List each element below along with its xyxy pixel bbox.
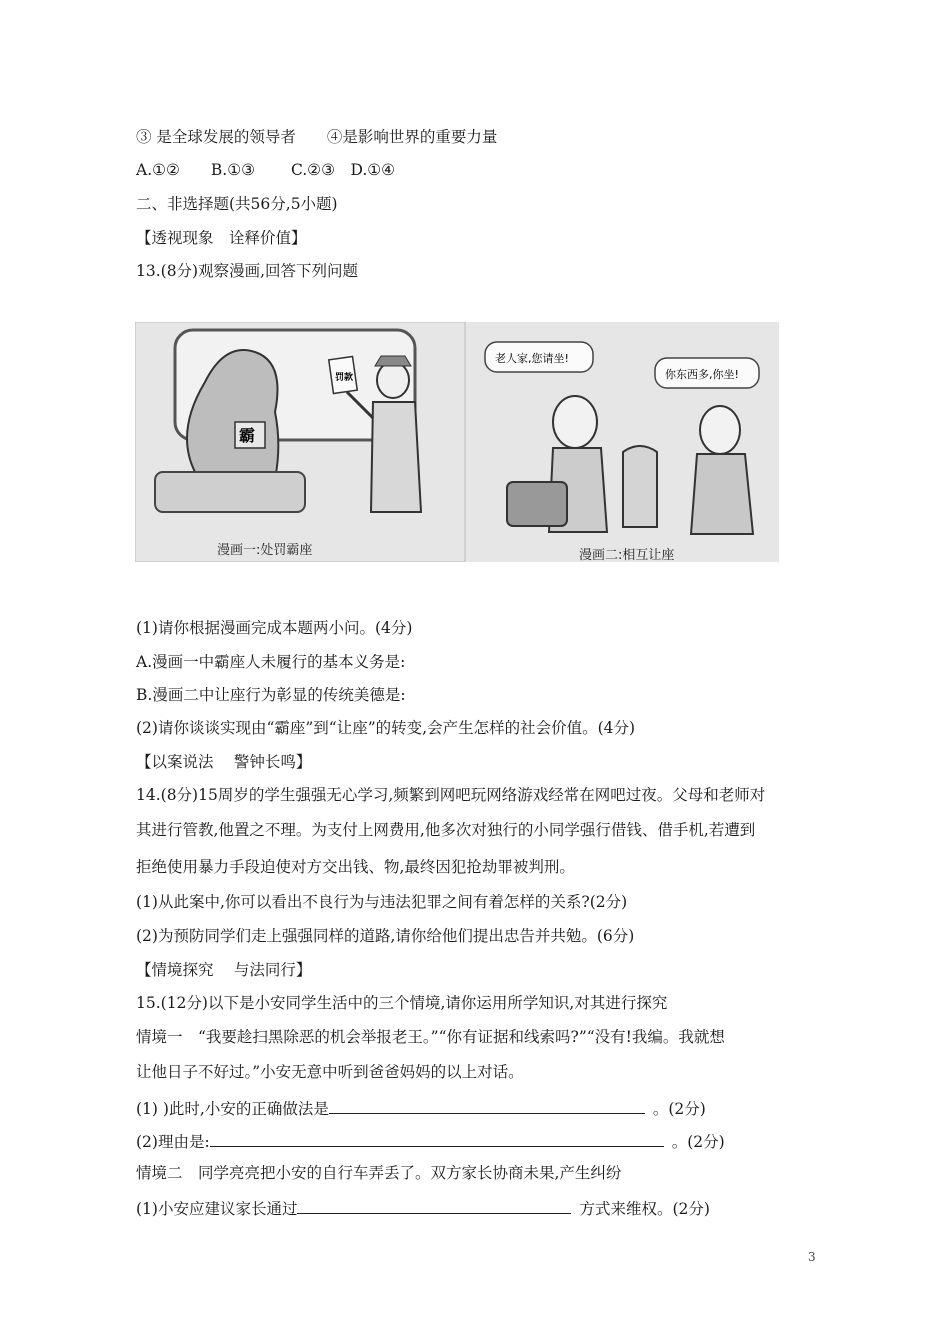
q13-part-a: A.漫画一中霸座人未履行的基本义务是: [136, 653, 406, 671]
q15-scene1-2: 让他日子不好过。”小安无意中听到爸爸妈妈的以上对话。 [136, 1063, 524, 1081]
option-line: ③ 是全球发展的领导者 ④是影响世界的重要力量 [136, 128, 498, 146]
fine-sign: 罚款 [335, 373, 354, 383]
cartoon-illustration [135, 322, 779, 562]
answer-blank-1[interactable] [329, 1097, 645, 1114]
q15-scene1-1: 情境一 “我要趁扫黑除恶的机会举报老王。”“你有证据和线索吗?”“没有!我编。我就想 [136, 1028, 725, 1046]
q13-part1: (1)请你根据漫画完成本题两小问。(4分) [136, 619, 413, 637]
choices-line: A.①② B.①③ C.②③ D.①④ [136, 161, 396, 179]
cartoon-image [135, 322, 779, 562]
q15-blank-row-1 [136, 1097, 706, 1119]
q15-blank1-prefix: (1) )此时,小安的正确做法是 [136, 1100, 329, 1118]
ba-mark: 霸 [239, 426, 256, 445]
page-number: 3 [808, 1250, 816, 1264]
q15-blank2-prefix: (2)理由是: [136, 1133, 210, 1151]
q14-text-3: 拒绝使用暴力手段迫使对方交出钱、物,最终因犯抢劫罪被判刑。 [136, 858, 575, 876]
q15-blank1-suffix: 。(2分) [652, 1100, 706, 1118]
q13-part-b: B.漫画二中让座行为彰显的传统美德是: [136, 686, 406, 704]
speech-bubble-2: 你东西多,你坐! [665, 368, 739, 381]
q15-blank2-suffix: 。(2分) [671, 1133, 725, 1151]
q13-part2: (2)请你谈谈实现由“霸座”到“让座”的转变,会产生怎样的社会价值。(4分) [136, 719, 636, 737]
q14-text-1: 14.(8分)15周岁的学生强强无心学习,频繁到网吧玩网络游戏经常在网吧过夜。父母和老师对 [136, 786, 766, 804]
q14-text-2: 其进行管教,他置之不理。为支付上网费用,他多次对独行的小同学强行借钱、借手机,若遭到 [136, 821, 756, 839]
q15-blank3-suffix: 方式来维权。(2分) [579, 1200, 710, 1218]
subsection-heading: 【透视现象 诠释价值】 [136, 229, 307, 247]
section-heading: 二、非选择题(共56分,5小题) [136, 195, 338, 213]
section-heading-scene: 【情境探究 与法同行】 [136, 961, 312, 979]
caption-cartoon-1: 漫画一:处罚霸座 [217, 543, 313, 558]
q15-scene2: 情境二 同学亮亮把小安的自行车弄丢了。双方家长协商未果,产生纠纷 [136, 1164, 622, 1182]
q15-blank-row-2 [136, 1130, 725, 1152]
q14-part2: (2)为预防同学们走上强强同样的道路,请你给他们提出忠告并共勉。(6分) [136, 927, 635, 945]
q15-blank3-prefix: (1)小安应建议家长通过 [136, 1200, 298, 1218]
speech-bubble-1: 老人家,您请坐! [495, 352, 569, 365]
answer-blank-3[interactable] [297, 1197, 571, 1214]
question-13-title: 13.(8分)观察漫画,回答下列问题 [136, 262, 359, 280]
q15-title: 15.(12分)以下是小安同学生活中的三个情境,请你运用所学知识,对其进行探究 [136, 994, 668, 1012]
q15-blank-row-3 [136, 1197, 710, 1219]
caption-cartoon-2: 漫画二:相互让座 [579, 548, 675, 562]
q14-part1: (1)从此案中,你可以看出不良行为与违法犯罪之间有着怎样的关系?(2分) [136, 893, 628, 911]
section-heading-case: 【以案说法 警钟长鸣】 [136, 753, 312, 771]
answer-blank-2[interactable] [210, 1130, 664, 1147]
